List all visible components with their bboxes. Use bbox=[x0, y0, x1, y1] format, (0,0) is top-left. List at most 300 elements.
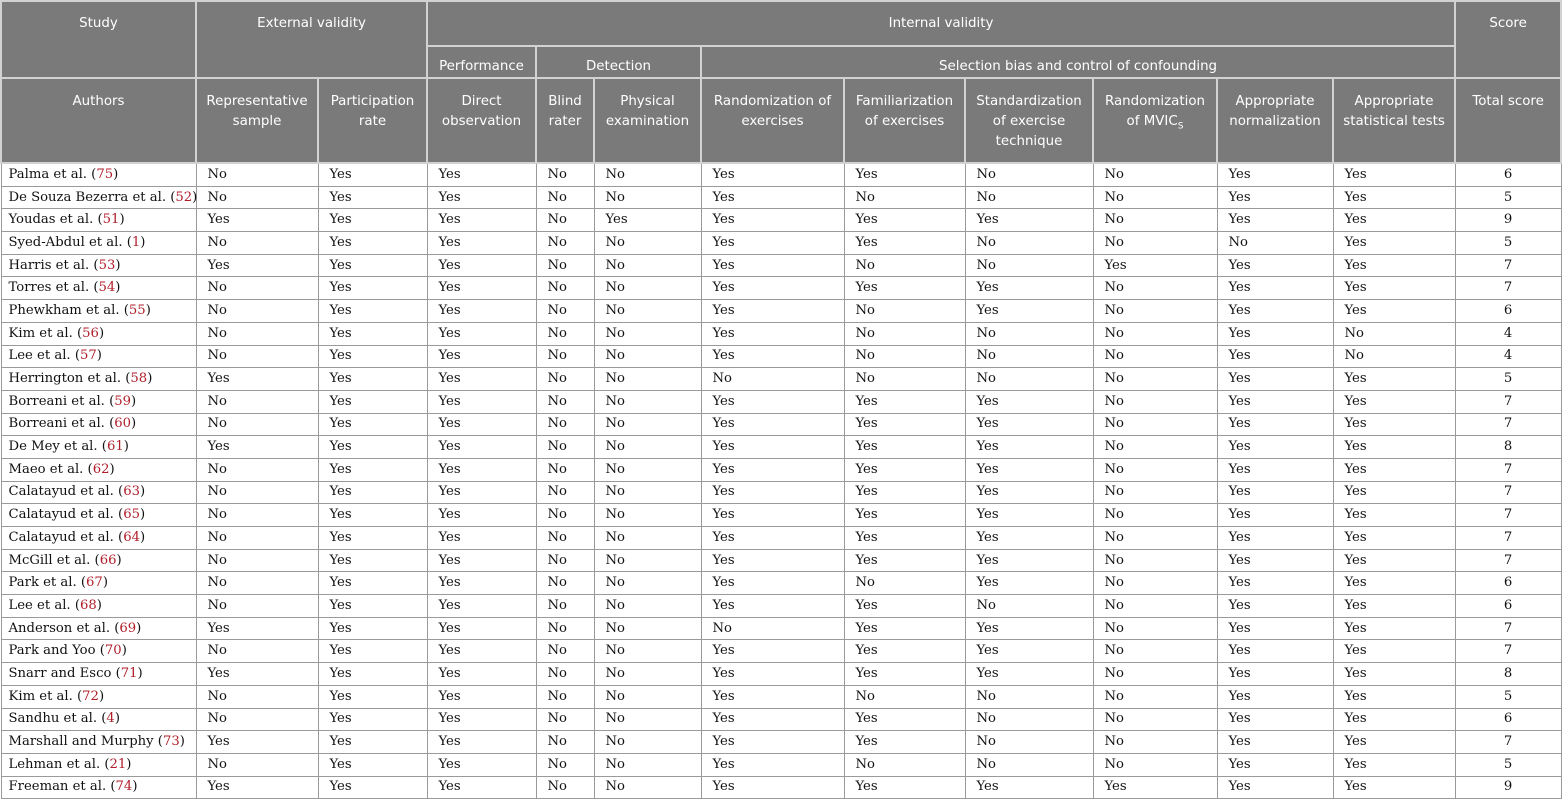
criterion-cell: Yes bbox=[1217, 277, 1333, 300]
header-detection: Detection bbox=[536, 46, 701, 78]
total-score-cell: 6 bbox=[1455, 163, 1561, 186]
criterion-cell: No bbox=[965, 708, 1093, 731]
total-score-cell: 5 bbox=[1455, 232, 1561, 255]
table-body bbox=[1, 163, 1561, 799]
criterion-cell: Yes bbox=[844, 708, 965, 731]
criterion-cell: Yes bbox=[844, 731, 965, 754]
reference-link[interactable]: 67 bbox=[86, 575, 103, 591]
header-internal-validity: Internal validity bbox=[427, 1, 1455, 46]
reference-link[interactable]: 61 bbox=[106, 439, 124, 455]
criterion-cell: Yes bbox=[701, 663, 844, 686]
criterion-cell: No bbox=[594, 300, 701, 323]
criterion-cell: No bbox=[536, 572, 594, 595]
criterion-cell: No bbox=[536, 685, 594, 708]
table-row bbox=[1, 572, 1561, 595]
criterion-cell: No bbox=[594, 572, 701, 595]
criterion-cell: Yes bbox=[965, 504, 1093, 527]
author-cell bbox=[1, 436, 196, 459]
criterion-cell: No bbox=[1093, 753, 1217, 776]
criterion-cell: Yes bbox=[965, 776, 1093, 799]
criterion-cell: No bbox=[844, 322, 965, 345]
criterion-cell: No bbox=[1093, 640, 1217, 663]
criterion-cell: No bbox=[1093, 617, 1217, 640]
criterion-cell: No bbox=[1093, 436, 1217, 459]
criterion-cell: Yes bbox=[1217, 209, 1333, 232]
table-row bbox=[1, 390, 1561, 413]
criterion-cell: Yes bbox=[1217, 640, 1333, 663]
author-cell bbox=[1, 776, 196, 799]
criterion-cell: Yes bbox=[318, 300, 427, 323]
criterion-cell: No bbox=[196, 708, 318, 731]
criterion-cell: No bbox=[536, 527, 594, 550]
criterion-cell: Yes bbox=[318, 277, 427, 300]
criterion-cell: Yes bbox=[427, 345, 536, 368]
author-name: Marshall and Murphy ( bbox=[8, 734, 163, 750]
criterion-cell: Yes bbox=[318, 209, 427, 232]
criterion-cell: Yes bbox=[1333, 254, 1455, 277]
criterion-cell: Yes bbox=[701, 458, 844, 481]
criterion-cell: No bbox=[965, 345, 1093, 368]
criterion-cell: No bbox=[844, 753, 965, 776]
criterion-cell: Yes bbox=[1217, 663, 1333, 686]
table-row bbox=[1, 163, 1561, 186]
criterion-cell: No bbox=[844, 254, 965, 277]
criterion-cell: Yes bbox=[1217, 254, 1333, 277]
criterion-cell: No bbox=[594, 436, 701, 459]
reference-close-paren: ) bbox=[115, 257, 121, 273]
criterion-cell: No bbox=[536, 277, 594, 300]
table-row bbox=[1, 595, 1561, 618]
author-name: Freeman et al. ( bbox=[8, 779, 116, 795]
reference-close-paren: ) bbox=[109, 461, 115, 477]
reference-close-paren: ) bbox=[147, 371, 153, 387]
criterion-cell: No bbox=[536, 504, 594, 527]
reference-close-paren: ) bbox=[139, 507, 146, 523]
header-score: Score bbox=[1455, 1, 1561, 78]
criterion-cell: Yes bbox=[427, 595, 536, 618]
reference-close-paren: ) bbox=[131, 393, 137, 409]
criterion-cell: Yes bbox=[701, 572, 844, 595]
author-cell bbox=[1, 322, 196, 345]
criterion-cell: Yes bbox=[701, 163, 844, 186]
author-name: Sandhu et al. ( bbox=[8, 711, 107, 727]
criterion-cell: Yes bbox=[965, 436, 1093, 459]
table-row bbox=[1, 753, 1561, 776]
header-performance: Performance bbox=[427, 46, 536, 78]
reference-link[interactable]: 73 bbox=[162, 734, 180, 750]
criterion-cell: Yes bbox=[701, 345, 844, 368]
criterion-cell: No bbox=[594, 481, 701, 504]
criterion-cell: Yes bbox=[701, 186, 844, 209]
reference-link[interactable]: 56 bbox=[82, 325, 99, 341]
criterion-cell: Yes bbox=[844, 504, 965, 527]
criterion-cell: No bbox=[536, 708, 594, 731]
col-header-appropriate-statistical-tests: Appropriate statistical tests bbox=[1333, 78, 1455, 163]
author-name: Park et al. ( bbox=[8, 575, 87, 591]
author-name: Kim et al. ( bbox=[8, 688, 83, 704]
col-header-familiarization-of-exercises: Familiarization of exercises bbox=[844, 78, 965, 163]
reference-link[interactable]: 59 bbox=[114, 393, 131, 409]
criterion-cell: No bbox=[196, 685, 318, 708]
criterion-cell: Yes bbox=[594, 209, 701, 232]
criterion-cell: No bbox=[536, 300, 594, 323]
table-row bbox=[1, 481, 1561, 504]
author-name: Palma et al. ( bbox=[8, 166, 97, 182]
author-cell bbox=[1, 595, 196, 618]
criterion-cell: Yes bbox=[318, 572, 427, 595]
criterion-cell: No bbox=[1093, 708, 1217, 731]
criterion-cell: Yes bbox=[1217, 708, 1333, 731]
author-name: Kim et al. ( bbox=[8, 325, 83, 341]
criterion-cell: No bbox=[196, 481, 318, 504]
reference-link[interactable]: 55 bbox=[128, 302, 146, 318]
criterion-cell: Yes bbox=[427, 753, 536, 776]
reference-link[interactable]: 64 bbox=[123, 529, 140, 545]
criterion-cell: Yes bbox=[965, 527, 1093, 550]
criterion-cell: Yes bbox=[1333, 390, 1455, 413]
author-name: Anderson et al. ( bbox=[8, 620, 120, 636]
total-score-cell: 6 bbox=[1455, 572, 1561, 595]
criterion-cell: Yes bbox=[318, 481, 427, 504]
author-name: Lee et al. ( bbox=[8, 348, 80, 364]
author-cell bbox=[1, 504, 196, 527]
criterion-cell: No bbox=[965, 685, 1093, 708]
table-row bbox=[1, 663, 1561, 686]
reference-close-paren: ) bbox=[139, 484, 146, 500]
criterion-cell: No bbox=[1093, 731, 1217, 754]
criterion-cell: Yes bbox=[965, 390, 1093, 413]
criterion-cell: Yes bbox=[1333, 549, 1455, 572]
criterion-cell: No bbox=[594, 232, 701, 255]
reference-close-paren: ) bbox=[115, 280, 121, 296]
reference-link[interactable]: 68 bbox=[79, 597, 97, 613]
criterion-cell: No bbox=[594, 458, 701, 481]
criterion-cell: No bbox=[536, 345, 594, 368]
criterion-cell: No bbox=[1093, 300, 1217, 323]
table-row bbox=[1, 458, 1561, 481]
total-score-cell: 7 bbox=[1455, 458, 1561, 481]
reference-link[interactable]: 52 bbox=[175, 189, 193, 205]
col-header-participation-rate: Participation rate bbox=[318, 78, 427, 163]
criterion-cell: No bbox=[844, 685, 965, 708]
total-score-cell: 5 bbox=[1455, 368, 1561, 391]
criterion-cell: No bbox=[536, 436, 594, 459]
reference-link[interactable]: 63 bbox=[123, 484, 140, 500]
table-row bbox=[1, 708, 1561, 731]
criterion-cell: No bbox=[536, 776, 594, 799]
criterion-cell: No bbox=[594, 753, 701, 776]
criterion-cell: No bbox=[1093, 163, 1217, 186]
criterion-cell: Yes bbox=[427, 186, 536, 209]
total-score-cell: 6 bbox=[1455, 708, 1561, 731]
criterion-cell: Yes bbox=[427, 504, 536, 527]
author-cell bbox=[1, 527, 196, 550]
author-cell bbox=[1, 232, 196, 255]
reference-link[interactable]: 57 bbox=[79, 348, 97, 364]
total-score-cell: 7 bbox=[1455, 277, 1561, 300]
criterion-cell: Yes bbox=[427, 322, 536, 345]
criterion-cell: No bbox=[196, 413, 318, 436]
reference-close-paren: ) bbox=[123, 439, 129, 455]
reference-close-paren: ) bbox=[145, 302, 151, 318]
criterion-cell: No bbox=[536, 322, 594, 345]
reference-close-paren: ) bbox=[192, 189, 198, 205]
criterion-cell: No bbox=[594, 322, 701, 345]
reference-link[interactable]: 71 bbox=[120, 665, 138, 681]
reference-link[interactable]: 75 bbox=[96, 166, 114, 182]
criterion-cell: Yes bbox=[318, 708, 427, 731]
reference-close-paren: ) bbox=[98, 325, 105, 341]
total-score-cell: 6 bbox=[1455, 595, 1561, 618]
criterion-cell: Yes bbox=[965, 209, 1093, 232]
criterion-cell: Yes bbox=[427, 617, 536, 640]
criterion-cell: Yes bbox=[1093, 776, 1217, 799]
criterion-cell: Yes bbox=[318, 595, 427, 618]
criterion-cell: Yes bbox=[1217, 413, 1333, 436]
criterion-cell: Yes bbox=[1217, 163, 1333, 186]
criterion-cell: Yes bbox=[318, 640, 427, 663]
author-name: Calatayud et al. ( bbox=[8, 529, 124, 545]
reference-link[interactable]: 66 bbox=[99, 552, 117, 568]
criterion-cell: Yes bbox=[1333, 731, 1455, 754]
criterion-cell: No bbox=[594, 368, 701, 391]
author-cell bbox=[1, 186, 196, 209]
criterion-cell: Yes bbox=[1333, 776, 1455, 799]
author-name: Harris et al. ( bbox=[8, 257, 99, 273]
criterion-cell: Yes bbox=[965, 617, 1093, 640]
criterion-cell: Yes bbox=[427, 527, 536, 550]
table-row bbox=[1, 345, 1561, 368]
author-cell bbox=[1, 300, 196, 323]
criterion-cell: No bbox=[536, 481, 594, 504]
author-name: McGill et al. ( bbox=[8, 552, 100, 568]
author-cell bbox=[1, 368, 196, 391]
criterion-cell: Yes bbox=[427, 232, 536, 255]
criterion-cell: No bbox=[1217, 232, 1333, 255]
criterion-cell: Yes bbox=[318, 776, 427, 799]
criterion-cell: No bbox=[536, 390, 594, 413]
author-cell bbox=[1, 481, 196, 504]
reference-close-paren: ) bbox=[119, 212, 125, 228]
criterion-cell: Yes bbox=[701, 436, 844, 459]
criterion-cell: Yes bbox=[1333, 300, 1455, 323]
criterion-cell: No bbox=[594, 186, 701, 209]
criterion-cell: No bbox=[536, 458, 594, 481]
criterion-cell: No bbox=[196, 232, 318, 255]
criterion-cell: No bbox=[1093, 186, 1217, 209]
criterion-cell: Yes bbox=[1217, 186, 1333, 209]
table-row bbox=[1, 232, 1561, 255]
criterion-cell: No bbox=[594, 640, 701, 663]
total-score-cell: 7 bbox=[1455, 390, 1561, 413]
criterion-cell: Yes bbox=[318, 685, 427, 708]
criterion-cell: No bbox=[1093, 595, 1217, 618]
reference-close-paren: ) bbox=[121, 643, 127, 659]
criterion-cell: No bbox=[196, 186, 318, 209]
criterion-cell: No bbox=[594, 527, 701, 550]
table-row bbox=[1, 731, 1561, 754]
criterion-cell: Yes bbox=[1333, 640, 1455, 663]
criterion-cell: No bbox=[844, 368, 965, 391]
col-header-total-score: Total score bbox=[1455, 78, 1561, 163]
criterion-cell: Yes bbox=[701, 390, 844, 413]
criterion-cell: Yes bbox=[196, 209, 318, 232]
criterion-cell: Yes bbox=[427, 685, 536, 708]
criterion-cell: No bbox=[196, 322, 318, 345]
criterion-cell: No bbox=[196, 595, 318, 618]
table-row bbox=[1, 277, 1561, 300]
reference-link[interactable]: 21 bbox=[109, 756, 127, 772]
reference-link[interactable]: 54 bbox=[98, 280, 116, 296]
table-row bbox=[1, 549, 1561, 572]
author-name: Park and Yoo ( bbox=[8, 643, 105, 659]
criterion-cell: Yes bbox=[701, 209, 844, 232]
criterion-cell: Yes bbox=[844, 549, 965, 572]
reference-link[interactable]: 51 bbox=[102, 212, 120, 228]
criterion-cell: Yes bbox=[318, 617, 427, 640]
criterion-cell: Yes bbox=[965, 300, 1093, 323]
criterion-cell: No bbox=[1093, 277, 1217, 300]
total-score-cell: 8 bbox=[1455, 663, 1561, 686]
criterion-cell: No bbox=[594, 277, 701, 300]
table-row bbox=[1, 527, 1561, 550]
criterion-cell: Yes bbox=[1217, 345, 1333, 368]
criterion-cell: Yes bbox=[318, 390, 427, 413]
criterion-cell: No bbox=[594, 504, 701, 527]
criterion-cell: Yes bbox=[1333, 277, 1455, 300]
col-header-authors: Authors bbox=[1, 78, 196, 163]
criterion-cell: No bbox=[1093, 504, 1217, 527]
criterion-cell: Yes bbox=[1333, 572, 1455, 595]
mvic-subscript: S bbox=[1177, 121, 1184, 132]
criterion-cell: No bbox=[594, 663, 701, 686]
criterion-cell: No bbox=[536, 232, 594, 255]
criterion-cell: No bbox=[965, 368, 1093, 391]
criterion-cell: Yes bbox=[1217, 617, 1333, 640]
criterion-cell: Yes bbox=[427, 776, 536, 799]
criterion-cell: Yes bbox=[844, 209, 965, 232]
criterion-cell: Yes bbox=[1333, 186, 1455, 209]
header-selection-bias: Selection bias and control of confounding bbox=[701, 46, 1455, 78]
col-header-representative-sample: Representative sample bbox=[196, 78, 318, 163]
criterion-cell: Yes bbox=[965, 277, 1093, 300]
criterion-cell: No bbox=[965, 322, 1093, 345]
reference-link[interactable]: 62 bbox=[92, 461, 110, 477]
criterion-cell: No bbox=[594, 617, 701, 640]
criterion-cell: No bbox=[1093, 413, 1217, 436]
criterion-cell: Yes bbox=[1217, 322, 1333, 345]
criterion-cell: Yes bbox=[844, 481, 965, 504]
criterion-cell: Yes bbox=[318, 549, 427, 572]
table-row bbox=[1, 322, 1561, 345]
total-score-cell: 6 bbox=[1455, 300, 1561, 323]
criterion-cell: No bbox=[196, 640, 318, 663]
criterion-cell: Yes bbox=[701, 300, 844, 323]
table-row bbox=[1, 413, 1561, 436]
table-row bbox=[1, 640, 1561, 663]
criterion-cell: Yes bbox=[844, 663, 965, 686]
reference-close-paren: ) bbox=[113, 166, 119, 182]
reference-link[interactable]: 72 bbox=[82, 688, 99, 704]
author-name: De Mey et al. ( bbox=[8, 439, 107, 455]
table-row bbox=[1, 300, 1561, 323]
col-header-physical-examination: Physical examination bbox=[594, 78, 701, 163]
criterion-cell: Yes bbox=[318, 436, 427, 459]
author-name: Syed-Abdul et al. ( bbox=[8, 234, 132, 250]
author-name: Maeo et al. ( bbox=[8, 461, 93, 477]
reference-link[interactable]: 58 bbox=[130, 371, 148, 387]
criterion-cell: Yes bbox=[1333, 209, 1455, 232]
reference-link[interactable]: 53 bbox=[98, 257, 116, 273]
criterion-cell: No bbox=[844, 572, 965, 595]
reference-link[interactable]: 1 bbox=[131, 234, 141, 250]
author-cell bbox=[1, 572, 196, 595]
table-row bbox=[1, 504, 1561, 527]
criterion-cell: No bbox=[594, 254, 701, 277]
criterion-cell: Yes bbox=[844, 163, 965, 186]
criterion-cell: Yes bbox=[1333, 685, 1455, 708]
criterion-cell: Yes bbox=[427, 663, 536, 686]
reference-link[interactable]: 60 bbox=[114, 416, 131, 432]
criterion-cell: Yes bbox=[427, 413, 536, 436]
criterion-cell: Yes bbox=[196, 368, 318, 391]
reference-link[interactable]: 4 bbox=[106, 711, 115, 727]
criterion-cell: Yes bbox=[196, 254, 318, 277]
criterion-cell: No bbox=[1333, 322, 1455, 345]
criterion-cell: Yes bbox=[318, 163, 427, 186]
reference-close-paren: ) bbox=[140, 234, 146, 250]
reference-close-paren: ) bbox=[139, 529, 146, 545]
criterion-cell: No bbox=[196, 572, 318, 595]
criterion-cell: Yes bbox=[318, 322, 427, 345]
reference-link[interactable]: 65 bbox=[123, 507, 140, 523]
criterion-cell: No bbox=[1093, 663, 1217, 686]
reference-link[interactable]: 70 bbox=[104, 643, 122, 659]
author-cell bbox=[1, 254, 196, 277]
author-cell bbox=[1, 549, 196, 572]
criterion-cell: Yes bbox=[1217, 776, 1333, 799]
author-name: Lee et al. ( bbox=[8, 597, 80, 613]
criterion-cell: Yes bbox=[1333, 232, 1455, 255]
criterion-cell: Yes bbox=[701, 254, 844, 277]
reference-close-paren: ) bbox=[137, 665, 143, 681]
author-name: Calatayud et al. ( bbox=[8, 484, 124, 500]
total-score-cell: 7 bbox=[1455, 527, 1561, 550]
criterion-cell: No bbox=[1093, 549, 1217, 572]
criterion-cell: No bbox=[594, 708, 701, 731]
author-name: Youdas et al. ( bbox=[8, 212, 103, 228]
reference-link[interactable]: 74 bbox=[115, 779, 133, 795]
criterion-cell: Yes bbox=[701, 708, 844, 731]
criterion-cell: Yes bbox=[427, 481, 536, 504]
reference-close-paren: ) bbox=[132, 779, 138, 795]
table-row bbox=[1, 209, 1561, 232]
author-cell bbox=[1, 345, 196, 368]
criterion-cell: No bbox=[844, 345, 965, 368]
criterion-cell: Yes bbox=[318, 731, 427, 754]
criterion-cell: Yes bbox=[844, 595, 965, 618]
total-score-cell: 7 bbox=[1455, 731, 1561, 754]
reference-close-paren: ) bbox=[96, 597, 102, 613]
criterion-cell: Yes bbox=[701, 776, 844, 799]
criterion-cell: No bbox=[594, 163, 701, 186]
criterion-cell: No bbox=[536, 617, 594, 640]
author-cell bbox=[1, 209, 196, 232]
total-score-cell: 8 bbox=[1455, 436, 1561, 459]
table-row bbox=[1, 685, 1561, 708]
criterion-cell: Yes bbox=[1217, 300, 1333, 323]
reference-link[interactable]: 69 bbox=[119, 620, 137, 636]
